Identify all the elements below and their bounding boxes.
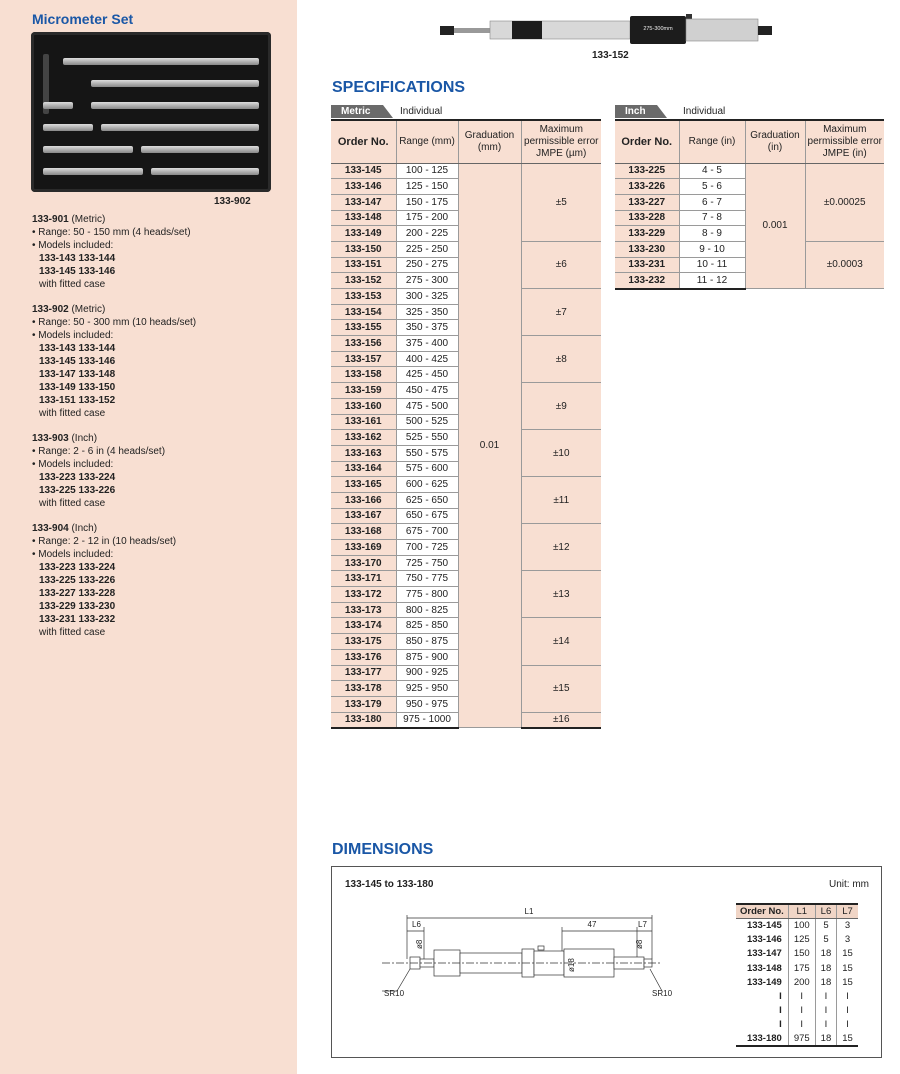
max-error-value: ±11 <box>521 477 601 524</box>
order-number: I <box>779 1005 782 1017</box>
order-number: 133-176 <box>331 649 396 665</box>
order-number: 133-165 <box>331 477 396 493</box>
l1-value: I <box>788 1004 815 1018</box>
table-row <box>736 919 858 933</box>
label-47: 47 <box>587 920 597 929</box>
order-number: 133-174 <box>331 618 396 634</box>
order-number: 133-167 <box>331 508 396 524</box>
l7-value: 15 <box>837 1032 858 1046</box>
inch-table-header <box>615 105 815 119</box>
set-block <box>32 522 176 639</box>
l6-value: 18 <box>815 1032 837 1046</box>
order-number: 133-159 <box>331 383 396 399</box>
order-number: 133-161 <box>331 414 396 430</box>
l1-value: 150 <box>788 947 815 961</box>
dimensions-unit: Unit: mm <box>829 879 869 890</box>
order-number: 133-152 <box>331 273 396 289</box>
l6-value: I <box>815 1018 837 1032</box>
l7-value: 15 <box>837 947 858 961</box>
order-number: 133-230 <box>615 241 679 257</box>
col-l1: L1 <box>788 904 815 919</box>
order-number: 133-232 <box>615 273 679 289</box>
metric-tag: Metric <box>331 105 383 118</box>
order-number: 133-151 <box>331 257 396 273</box>
range-value: 550 - 575 <box>396 445 458 461</box>
range-value: 200 - 225 <box>396 226 458 242</box>
range-value: 9 - 10 <box>679 241 745 257</box>
order-number: 133-228 <box>615 210 679 226</box>
set-note: with fitted case <box>39 498 106 509</box>
order-number: 133-168 <box>331 524 396 540</box>
l7-value: 3 <box>837 919 858 933</box>
specifications-title: SPECIFICATIONS <box>332 79 466 96</box>
order-number: 133-147 <box>746 948 782 960</box>
range-value: 375 - 400 <box>396 336 458 352</box>
l6-value: I <box>815 989 837 1003</box>
range-value: 300 - 325 <box>396 289 458 305</box>
l1-value: I <box>788 989 815 1003</box>
order-number: 133-149 <box>331 226 396 242</box>
set-code: 133-902 <box>32 304 69 315</box>
set-code: 133-903 <box>32 433 69 444</box>
order-number: 133-231 <box>615 257 679 273</box>
l6-value: 18 <box>815 975 837 989</box>
set-code: 133-904 <box>32 523 69 534</box>
l7-value: I <box>837 1018 858 1032</box>
l1-value: 200 <box>788 975 815 989</box>
set-models-line: 133-149 133-150 <box>39 382 116 393</box>
range-value: 725 - 750 <box>396 555 458 571</box>
set-models-line: 133-225 133-226 <box>39 485 116 496</box>
col-l7: L7 <box>837 904 858 919</box>
set-models-label: • Models included: <box>32 240 114 251</box>
label-l7: L7 <box>638 920 647 929</box>
inch-label: Individual <box>683 106 726 117</box>
range-value: 775 - 800 <box>396 587 458 603</box>
metric-table-body <box>331 163 601 728</box>
order-number: 133-162 <box>331 430 396 446</box>
product-caption: 133-152 <box>592 50 629 61</box>
order-number: I <box>779 1019 782 1031</box>
set-models-line: 133-151 133-152 <box>39 395 116 406</box>
order-number: 133-171 <box>331 571 396 587</box>
range-value: 150 - 175 <box>396 194 458 210</box>
range-value: 400 - 425 <box>396 351 458 367</box>
range-value: 4 - 5 <box>679 163 745 179</box>
table-row <box>736 933 858 947</box>
range-value: 275 - 300 <box>396 273 458 289</box>
table-row <box>736 975 858 989</box>
order-number: 133-163 <box>331 445 396 461</box>
range-value: 975 - 1000 <box>396 712 458 728</box>
range-value: 825 - 850 <box>396 618 458 634</box>
l1-value: 975 <box>788 1032 815 1046</box>
order-number: 133-180 <box>331 712 396 728</box>
table-row <box>331 163 601 179</box>
col-range: Range (mm) <box>396 120 458 163</box>
range-value: 225 - 250 <box>396 241 458 257</box>
set-models-label: • Models included: <box>32 549 114 560</box>
dimensions-box <box>331 866 882 1058</box>
metric-table-header <box>331 105 531 119</box>
max-error-value: ±9 <box>521 383 601 430</box>
dimension-drawing <box>362 897 672 1007</box>
range-value: 7 - 8 <box>679 210 745 226</box>
l7-value: I <box>837 989 858 1003</box>
order-number: 133-180 <box>736 1032 788 1046</box>
max-error-value: ±6 <box>521 241 601 288</box>
l7-value: 15 <box>837 961 858 975</box>
l1-value: 175 <box>788 961 815 975</box>
order-number: 133-148 <box>331 210 396 226</box>
set-models-line: 133-223 133-224 <box>39 562 116 573</box>
order-number: 133-145 <box>746 920 782 932</box>
dimensions-title: DIMENSIONS <box>332 841 434 858</box>
label-sr-right: SR10 <box>652 989 672 998</box>
l7-value: 15 <box>837 975 858 989</box>
set-models-line: 133-145 133-146 <box>39 266 116 277</box>
max-error-value: ±5 <box>521 163 601 241</box>
order-number: 133-175 <box>331 634 396 650</box>
max-error-value: ±16 <box>521 712 601 728</box>
range-value: 450 - 475 <box>396 383 458 399</box>
order-number: 133-225 <box>615 163 679 179</box>
order-number: 133-150 <box>331 241 396 257</box>
order-number: 133-153 <box>331 289 396 305</box>
order-number: 133-177 <box>331 665 396 681</box>
col-max-error: Maximum permissible error JMPE (µm) <box>521 120 601 163</box>
range-value: 525 - 550 <box>396 430 458 446</box>
order-number: 133-147 <box>331 194 396 210</box>
range-value: 650 - 675 <box>396 508 458 524</box>
order-number: 133-172 <box>331 587 396 603</box>
order-number: 133-158 <box>331 367 396 383</box>
range-value: 575 - 600 <box>396 461 458 477</box>
set-unit: (Metric) <box>68 214 106 225</box>
l1-value: 125 <box>788 933 815 947</box>
micrometer-product-image <box>440 10 780 50</box>
set-models-label: • Models included: <box>32 459 114 470</box>
set-range: • Range: 2 - 12 in (10 heads/set) <box>32 536 177 547</box>
order-number: 133-178 <box>331 681 396 697</box>
order-number: 133-179 <box>331 696 396 712</box>
order-number: 133-229 <box>615 226 679 242</box>
dimensions-table <box>736 903 858 1047</box>
max-error-value: ±15 <box>521 665 601 712</box>
range-value: 175 - 200 <box>396 210 458 226</box>
l6-value: 5 <box>815 919 837 933</box>
range-value: 8 - 9 <box>679 226 745 242</box>
metric-spec-table <box>331 119 601 729</box>
range-value: 425 - 450 <box>396 367 458 383</box>
range-value: 750 - 775 <box>396 571 458 587</box>
order-number: 133-227 <box>615 194 679 210</box>
col-order-no: Order No. <box>615 120 679 163</box>
set-unit: (Inch) <box>68 523 98 534</box>
order-number: 133-166 <box>331 492 396 508</box>
max-error-value: ±12 <box>521 524 601 571</box>
table-row <box>736 961 858 975</box>
order-number: 133-173 <box>331 602 396 618</box>
label-phi8-right: ø8 <box>635 939 644 949</box>
range-value: 850 - 875 <box>396 634 458 650</box>
order-number: 133-156 <box>331 336 396 352</box>
order-number: 133-157 <box>331 351 396 367</box>
case-caption: 133-902 <box>214 196 251 207</box>
l6-value: 18 <box>815 961 837 975</box>
col-order-no: Order No. <box>331 120 396 163</box>
max-error-value: ±0.0003 <box>805 241 884 288</box>
range-value: 500 - 525 <box>396 414 458 430</box>
graduation-value: 0.001 <box>745 163 805 289</box>
range-value: 6 - 7 <box>679 194 745 210</box>
label-l6: L6 <box>412 920 421 929</box>
range-value: 800 - 825 <box>396 602 458 618</box>
range-value: 950 - 975 <box>396 696 458 712</box>
range-value: 100 - 125 <box>396 163 458 179</box>
table-row <box>736 947 858 961</box>
set-block <box>32 213 191 291</box>
range-value: 625 - 650 <box>396 492 458 508</box>
l6-value: I <box>815 1004 837 1018</box>
range-value: 250 - 275 <box>396 257 458 273</box>
range-value: 700 - 725 <box>396 540 458 556</box>
dimensions-label: 133-145 to 133-180 <box>345 879 434 890</box>
label-phi18: ø18 <box>567 958 576 972</box>
range-value: 325 - 350 <box>396 304 458 320</box>
order-number: 133-146 <box>746 934 782 946</box>
set-code: 133-901 <box>32 214 69 225</box>
range-value: 925 - 950 <box>396 681 458 697</box>
max-error-value: ±8 <box>521 336 601 383</box>
range-value: 675 - 700 <box>396 524 458 540</box>
range-value: 475 - 500 <box>396 398 458 414</box>
order-number: 133-160 <box>331 398 396 414</box>
range-value: 900 - 925 <box>396 665 458 681</box>
inch-table-body <box>615 163 884 289</box>
max-error-value: ±14 <box>521 618 601 665</box>
label-l1: L1 <box>524 907 534 916</box>
set-note: with fitted case <box>39 279 106 290</box>
sidebar-title: Micrometer Set <box>32 11 134 27</box>
order-number: 133-149 <box>746 976 782 988</box>
table-row <box>615 163 884 179</box>
label-phi8-left: ø8 <box>415 939 424 949</box>
order-number: 133-146 <box>331 179 396 195</box>
set-block <box>32 303 196 420</box>
col-graduation: Graduation (mm) <box>458 120 521 163</box>
set-note: with fitted case <box>39 627 106 638</box>
range-value: 350 - 375 <box>396 320 458 336</box>
range-value: 875 - 900 <box>396 649 458 665</box>
set-block <box>32 432 165 510</box>
col-order-no: Order No. <box>736 904 788 919</box>
table-row <box>736 1032 858 1046</box>
set-models-line: 133-145 133-146 <box>39 356 116 367</box>
table-row <box>736 1004 858 1018</box>
product-label: 275-300mm <box>643 26 673 32</box>
table-row <box>736 989 858 1003</box>
l1-value: I <box>788 1018 815 1032</box>
set-models-line: 133-223 133-224 <box>39 472 116 483</box>
order-number: 133-154 <box>331 304 396 320</box>
l7-value: 3 <box>837 933 858 947</box>
metric-label: Individual <box>400 106 443 117</box>
col-l6: L6 <box>815 904 837 919</box>
set-models-line: 133-147 133-148 <box>39 369 116 380</box>
order-number: 133-226 <box>615 179 679 195</box>
table-row <box>736 1018 858 1032</box>
max-error-value: ±0.00025 <box>805 163 884 241</box>
max-error-value: ±7 <box>521 289 601 336</box>
inch-tag: Inch <box>615 105 657 118</box>
inch-spec-table <box>615 119 884 290</box>
order-number: 133-170 <box>331 555 396 571</box>
set-range: • Range: 50 - 300 mm (10 heads/set) <box>32 317 197 328</box>
range-value: 600 - 625 <box>396 477 458 493</box>
label-sr-left: SR10 <box>384 989 405 998</box>
order-number: 133-155 <box>331 320 396 336</box>
set-models-line: 133-225 133-226 <box>39 575 116 586</box>
set-models-line: 133-231 133-232 <box>39 614 116 625</box>
col-range: Range (in) <box>679 120 745 163</box>
set-models-label: • Models included: <box>32 330 114 341</box>
order-number: 133-145 <box>331 163 396 179</box>
set-models-line: 133-143 133-144 <box>39 253 116 264</box>
order-number: I <box>779 991 782 1003</box>
l6-value: 18 <box>815 947 837 961</box>
set-unit: (Inch) <box>68 433 98 444</box>
set-unit: (Metric) <box>68 304 106 315</box>
order-number: 133-164 <box>331 461 396 477</box>
l7-value: I <box>837 1004 858 1018</box>
set-range: • Range: 50 - 150 mm (4 heads/set) <box>32 227 191 238</box>
order-number: 133-169 <box>331 540 396 556</box>
col-max-error: Maximum permissible error JMPE (in) <box>805 120 884 163</box>
range-value: 10 - 11 <box>679 257 745 273</box>
set-models-line: 133-227 133-228 <box>39 588 116 599</box>
set-models-line: 133-229 133-230 <box>39 601 116 612</box>
range-value: 11 - 12 <box>679 273 745 289</box>
sidebar <box>0 0 297 1074</box>
set-models-line: 133-143 133-144 <box>39 343 116 354</box>
range-value: 125 - 150 <box>396 179 458 195</box>
l6-value: 5 <box>815 933 837 947</box>
dimensions-table-body <box>736 919 858 1047</box>
max-error-value: ±13 <box>521 571 601 618</box>
micrometer-set-case-image <box>31 32 271 192</box>
col-graduation: Graduation (in) <box>745 120 805 163</box>
l1-value: 100 <box>788 919 815 933</box>
set-range: • Range: 2 - 6 in (4 heads/set) <box>32 446 166 457</box>
graduation-value: 0.01 <box>458 163 521 728</box>
order-number: 133-148 <box>746 962 782 974</box>
set-note: with fitted case <box>39 408 106 419</box>
max-error-value: ±10 <box>521 430 601 477</box>
range-value: 5 - 6 <box>679 179 745 195</box>
